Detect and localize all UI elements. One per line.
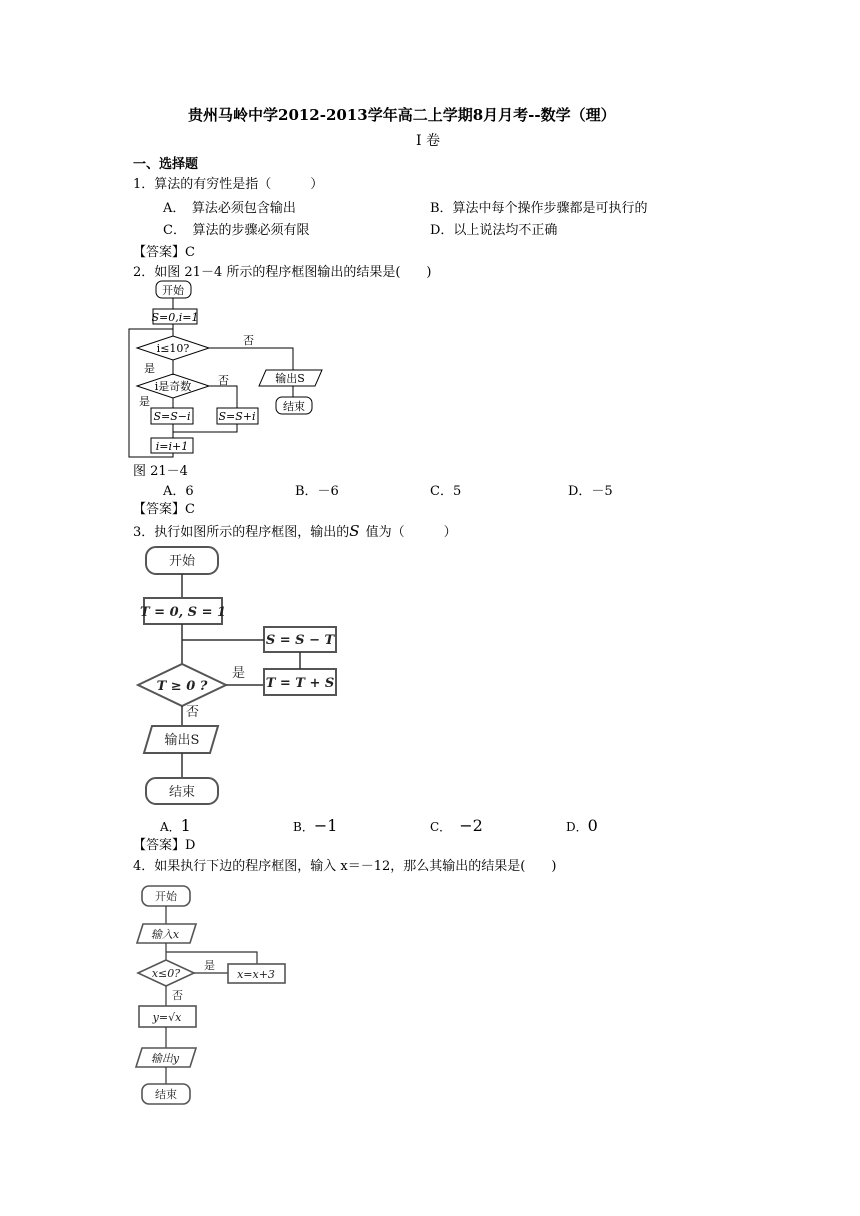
option-value: 0 bbox=[587, 816, 598, 835]
no-label: 否 bbox=[186, 705, 200, 720]
init-label: T = 0, S = 1 bbox=[139, 605, 227, 620]
end-label: 结束 bbox=[283, 400, 305, 413]
option-d: D．以上说法均不正确 bbox=[430, 223, 558, 238]
input-label: 输入x bbox=[150, 928, 180, 941]
question-stem: 4．如果执行下边的程序框图，输入 x＝－12，那么其输出的结果是( ) bbox=[133, 859, 557, 874]
update-label: x=x+3 bbox=[237, 968, 275, 981]
cond-label: T ≥ 0 ? bbox=[156, 679, 208, 694]
option-a: A． 算法必须包含输出 bbox=[163, 201, 296, 216]
answer: 【答案】C bbox=[133, 245, 195, 260]
yes-label: 是 bbox=[144, 362, 155, 375]
option-d: D．－5 bbox=[568, 484, 613, 499]
no2-label: 否 bbox=[218, 374, 229, 387]
option-a: A．6 bbox=[163, 484, 194, 499]
stem-tail: 值为（ ） bbox=[365, 525, 457, 540]
add-label: S=S+i bbox=[218, 410, 256, 423]
inc-label: i=i+1 bbox=[155, 440, 189, 453]
yes-label: 是 bbox=[232, 666, 246, 681]
option-c: C． 算法的步骤必须有限 bbox=[163, 223, 310, 238]
question-stem: 2．如图 21－4 所示的程序框图输出的结果是( ) bbox=[133, 265, 432, 280]
output-label: 输出y bbox=[150, 1052, 180, 1065]
start-label: 开始 bbox=[155, 890, 177, 903]
option-letter: C． bbox=[430, 820, 452, 834]
end-label: 结束 bbox=[168, 785, 196, 800]
option-letter: D． bbox=[566, 820, 588, 834]
option-value: 1 bbox=[180, 816, 191, 835]
section-heading: 一、选择题 bbox=[133, 157, 199, 172]
option-value: −2 bbox=[459, 816, 483, 835]
output-label: 输出S bbox=[275, 372, 305, 385]
answer: 【答案】D bbox=[133, 838, 196, 853]
yes-label: 是 bbox=[204, 959, 215, 972]
odd-label: i是奇数 bbox=[154, 380, 192, 393]
sub-label: S=S−i bbox=[153, 410, 191, 423]
start-label: 开始 bbox=[168, 554, 196, 569]
output-label: 输出S bbox=[164, 733, 200, 748]
answer: 【答案】C bbox=[133, 502, 195, 517]
cond-label: x≤0? bbox=[151, 967, 181, 980]
no-label: 否 bbox=[243, 334, 254, 347]
no-label: 否 bbox=[172, 989, 183, 1002]
yes2-label: 是 bbox=[139, 395, 150, 408]
figure-caption: 图 21－4 bbox=[133, 464, 188, 479]
option-c: C．5 bbox=[430, 484, 462, 499]
option-b: B．－6 bbox=[295, 484, 339, 499]
option-letter: B． bbox=[293, 820, 314, 834]
end-label: 结束 bbox=[155, 1088, 177, 1101]
page-title: 贵州马岭中学2012-2013学年高二上学期8月月考--数学（理） bbox=[188, 106, 616, 124]
update-t-label: T = T + S bbox=[265, 676, 335, 691]
option-value: −1 bbox=[313, 816, 338, 835]
volume-label: I 卷 bbox=[416, 133, 440, 149]
stem-variable: S bbox=[349, 522, 360, 540]
cond-label: i≤10? bbox=[156, 342, 190, 355]
init-label: S=0,i=1 bbox=[151, 311, 199, 324]
question-stem: 1．算法的有穷性是指（ ） bbox=[133, 177, 324, 192]
start-label: 开始 bbox=[162, 284, 184, 297]
calc-label: y=√x bbox=[152, 1011, 182, 1024]
option-letter: A． bbox=[160, 820, 181, 834]
update-s-label: S = S − T bbox=[265, 633, 335, 648]
option-b: B．算法中每个操作步骤都是可执行的 bbox=[430, 201, 648, 216]
stem-text: 3．执行如图所示的程序框图，输出的 bbox=[133, 525, 350, 540]
